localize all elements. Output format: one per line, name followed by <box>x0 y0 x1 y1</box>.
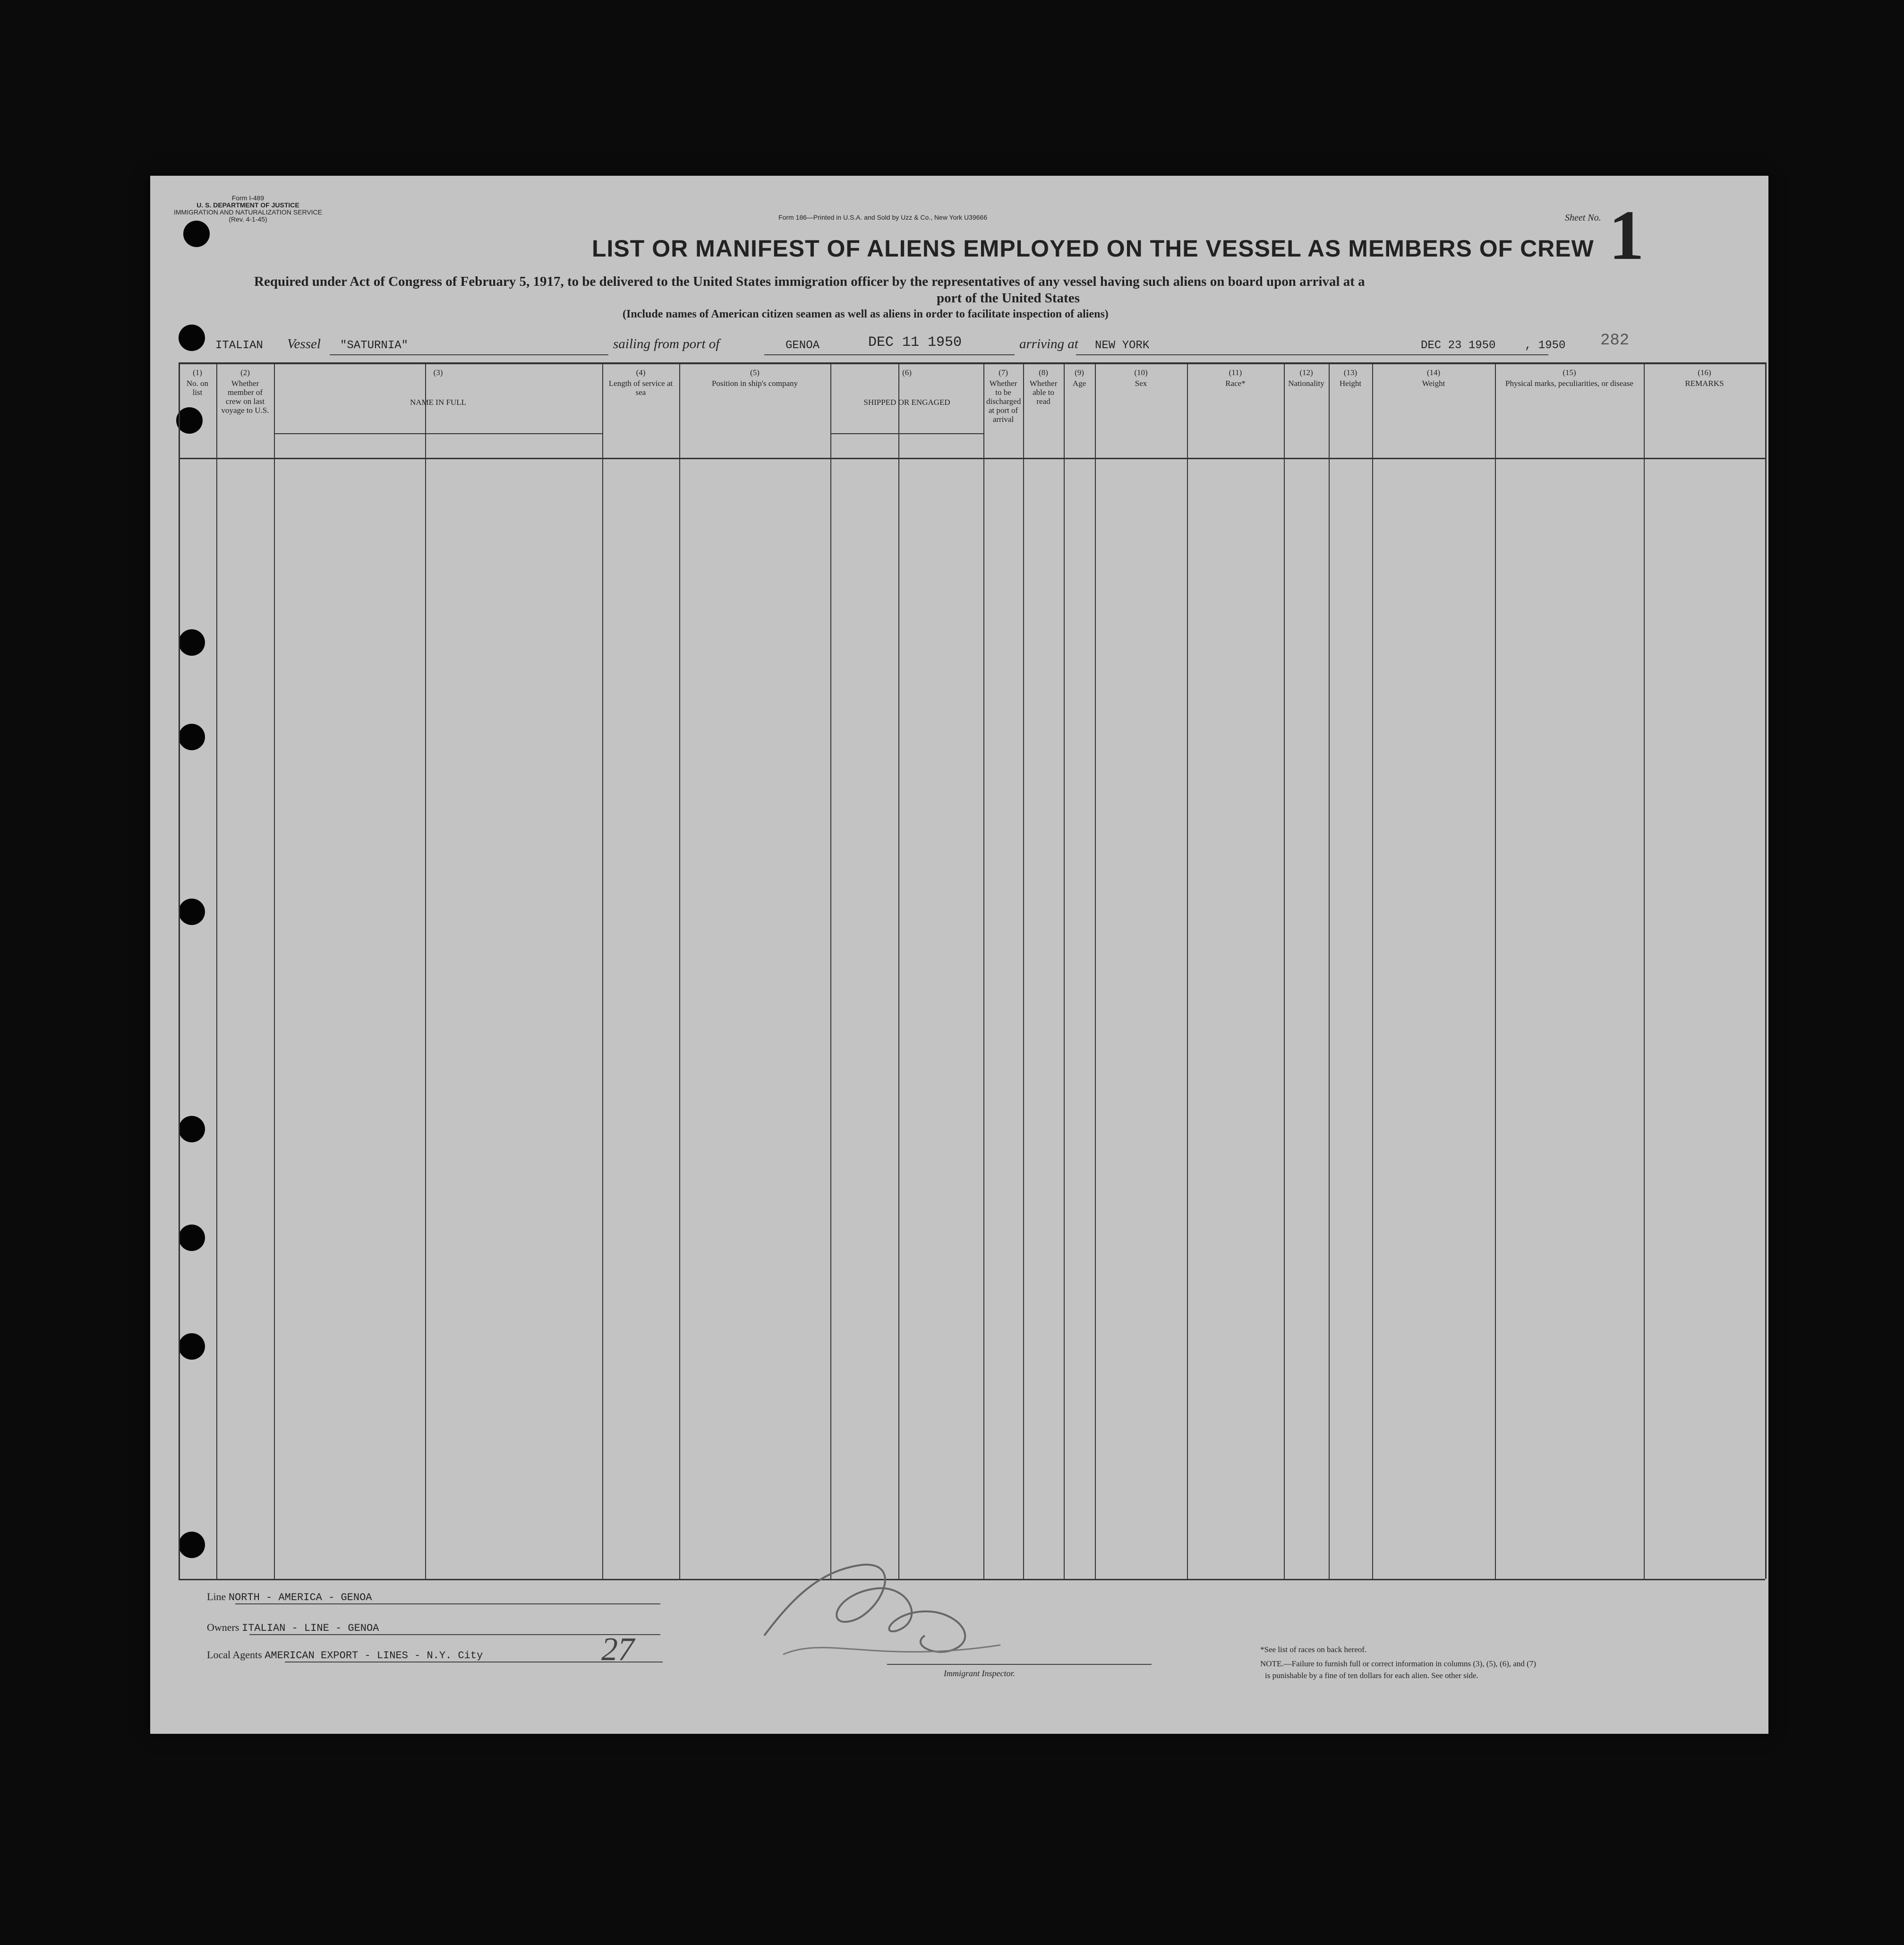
shipped-subheader-rule <box>830 433 983 434</box>
column-header <box>1495 368 1644 388</box>
column-label: Height <box>1339 379 1362 388</box>
revision: (Rev. 4-1-45) <box>229 215 267 223</box>
underline <box>330 354 608 355</box>
column-header <box>679 368 830 388</box>
underline <box>1076 354 1548 355</box>
table-top-border <box>179 362 1765 364</box>
column-label: No. on list <box>186 379 209 397</box>
column-number: (13) <box>1343 368 1358 377</box>
sailing-label: sailing from port of <box>613 336 720 351</box>
column-header <box>1187 368 1284 388</box>
underline <box>249 1634 660 1635</box>
flag-value: ITALIAN <box>215 339 263 352</box>
column-divider <box>1187 362 1188 1579</box>
column-number: (2) <box>240 368 250 377</box>
page-number: 282 <box>1600 332 1630 350</box>
sheet-number: 1 <box>1609 196 1644 274</box>
column-divider <box>1495 362 1496 1579</box>
line-field: Line NORTH - AMERICA - GENOA <box>207 1591 372 1603</box>
column-label: Whether member of crew on last voyage to U.S. <box>221 379 269 415</box>
agents-field: Local Agents AMERICAN EXPORT - LINES - N.Y. City <box>207 1649 483 1662</box>
inspector-label: Immigrant Inspector. <box>944 1669 1015 1678</box>
column-divider <box>1023 362 1024 1579</box>
column-number: (9) <box>1075 368 1084 377</box>
fine-note: NOTE.—Failure to furnish full or correct information in columns (3), (5), (6), and (7) <box>1260 1659 1536 1668</box>
page-title: LIST OR MANIFEST OF ALIENS EMPLOYED ON THE VESSEL AS MEMBERS OF CREW <box>592 235 1594 262</box>
form-number: Form I-489 <box>231 194 265 202</box>
column-label: Whether able to read <box>1029 379 1058 406</box>
subtitle-continued: port of the United States <box>937 291 1080 306</box>
column-header <box>602 368 679 397</box>
column-header <box>1095 368 1187 388</box>
column-divider <box>1765 362 1767 1579</box>
handwritten-count: 27 <box>601 1631 634 1668</box>
column-divider <box>898 362 899 1579</box>
column-number: (4) <box>636 368 646 377</box>
column-header <box>983 368 1023 424</box>
column-number: (7) <box>999 368 1008 377</box>
column-header <box>216 368 274 415</box>
column-label: Weight <box>1422 379 1445 388</box>
column-divider <box>1095 362 1096 1579</box>
fine-note-continued: is punishable by a fine of ten dollars for each alien. See other side. <box>1265 1671 1478 1680</box>
column-label: SHIPPED OR ENGAGED <box>863 398 950 407</box>
manifest-sheet <box>150 176 1768 1734</box>
column-divider <box>983 362 984 1579</box>
column-divider <box>216 362 217 1579</box>
punch-hole <box>183 221 210 247</box>
service-name: IMMIGRATION AND NATURALIZATION SERVICE <box>174 208 322 216</box>
subtitle-note: (Include names of American citizen seamen as well as aliens in order to facilitate inspection of aliens) <box>623 308 1109 320</box>
column-number: (11) <box>1229 368 1242 377</box>
column-header <box>1284 368 1329 388</box>
column-label: Age <box>1072 379 1086 388</box>
department-block <box>174 195 322 223</box>
column-header <box>1329 368 1372 388</box>
column-label: Race* <box>1225 379 1246 388</box>
header-bottom-border <box>179 458 1765 459</box>
column-header <box>274 368 602 407</box>
underline <box>235 1603 660 1604</box>
column-header <box>1023 368 1064 406</box>
column-header <box>1644 368 1765 388</box>
arriving-port: NEW YORK <box>1095 339 1150 352</box>
column-number: (16) <box>1698 368 1711 377</box>
column-number: (15) <box>1562 368 1576 377</box>
column-divider <box>1329 362 1330 1579</box>
column-header <box>1372 368 1495 388</box>
column-divider <box>602 362 603 1579</box>
column-number: (14) <box>1426 368 1441 377</box>
inspector-signature <box>755 1541 1019 1678</box>
column-divider <box>679 362 680 1579</box>
punch-hole <box>179 325 205 351</box>
column-header <box>830 368 983 407</box>
column-label: REMARKS <box>1685 379 1724 388</box>
sailing-port: GENOA <box>786 339 820 352</box>
column-header <box>179 368 216 397</box>
column-divider <box>830 362 831 1579</box>
column-label: NAME IN FULL <box>410 398 466 407</box>
column-number: (6) <box>902 368 912 377</box>
department-name: U. S. DEPARTMENT OF JUSTICE <box>196 201 299 209</box>
printer-line: Form 186—Printed in U.S.A. and Sold by Uzz & Co., New York U39666 <box>778 214 987 221</box>
column-number: (1) <box>193 368 202 377</box>
column-divider <box>425 362 426 1579</box>
column-divider <box>179 362 180 1579</box>
column-number: (8) <box>1039 368 1048 377</box>
column-divider <box>274 362 275 1579</box>
arrival-date: DEC 23 1950 <box>1421 339 1496 352</box>
column-label: Physical marks, peculiarities, or disease <box>1505 379 1633 388</box>
column-divider <box>1372 362 1373 1579</box>
column-number: (3) <box>433 368 443 377</box>
arriving-label: arriving at <box>1019 336 1078 351</box>
vessel-name: "SATURNIA" <box>340 339 409 352</box>
column-label: Sex <box>1135 379 1147 388</box>
column-header <box>1064 368 1095 388</box>
underline <box>764 354 1015 355</box>
column-number: (5) <box>750 368 760 377</box>
sheet-label: Sheet No. <box>1565 213 1601 223</box>
column-divider <box>1644 362 1645 1579</box>
race-note: *See list of races on back hereof. <box>1260 1645 1367 1654</box>
column-number: (12) <box>1299 368 1313 377</box>
crew-table <box>179 362 1765 1579</box>
column-label: Nationality <box>1288 379 1324 388</box>
name-subheader-rule <box>274 433 602 434</box>
arrival-year: , 1950 <box>1525 339 1566 352</box>
vessel-label: Vessel <box>287 336 321 351</box>
sailing-date: DEC 11 1950 <box>868 334 962 351</box>
column-divider <box>1284 362 1285 1579</box>
column-divider <box>1064 362 1065 1579</box>
owners-field: Owners ITALIAN - LINE - GENOA <box>207 1621 379 1634</box>
subtitle: Required under Act of Congress of February 5, 1917, to be delivered to the United States immigration officer by the representatives of any vessel having such aliens on board upon arrival at a <box>254 274 1365 289</box>
column-number: (10) <box>1134 368 1148 377</box>
column-label: Position in ship's company <box>711 379 798 388</box>
column-label: Length of service at sea <box>608 379 673 397</box>
column-label: Whether to be discharged at port of arrival <box>986 379 1021 424</box>
